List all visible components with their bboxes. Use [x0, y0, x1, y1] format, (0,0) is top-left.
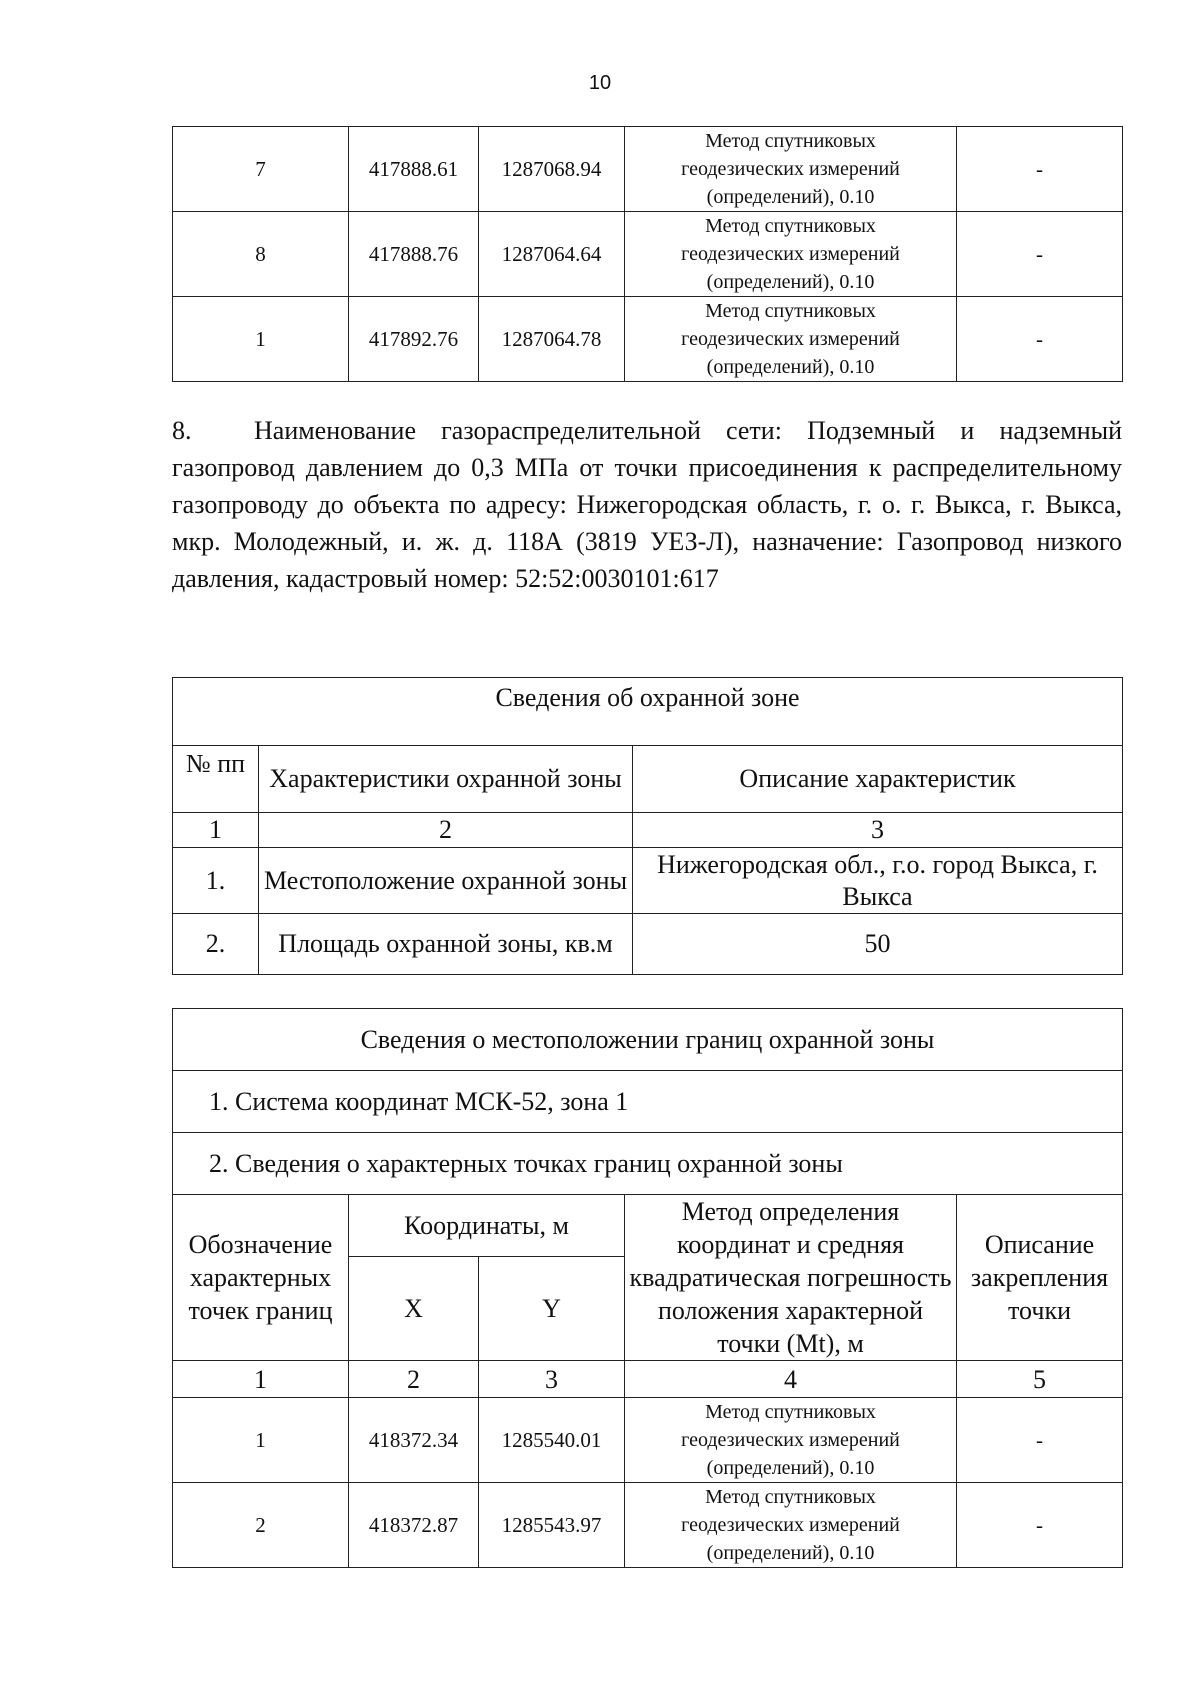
page-number: 10	[588, 72, 612, 94]
zone-boundaries-table	[172, 1008, 1123, 1568]
method-line: Метод спутниковых	[705, 130, 876, 152]
method-line: геодезических измерений	[681, 328, 900, 350]
protected-zone-table	[172, 677, 1123, 975]
method-cell	[625, 127, 957, 212]
method-line: (определений), 0.10	[706, 1542, 875, 1564]
method-line: (определений), 0.10	[706, 271, 875, 293]
point-designation: 1	[173, 297, 349, 382]
fixing-description: -	[957, 127, 1123, 212]
row-number: 2.	[173, 914, 259, 975]
zone-table-title: Сведения об охранной зоне	[173, 678, 1123, 746]
coord-y: 1285540.01	[479, 1398, 625, 1483]
point-designation: 7	[173, 127, 349, 212]
index-cell: 4	[625, 1361, 957, 1398]
coord-x: 417888.76	[349, 212, 479, 297]
table-row	[173, 914, 1123, 975]
table-row	[173, 1483, 1123, 1568]
index-cell: 3	[633, 813, 1123, 848]
method-line: геодезических измерений	[681, 1514, 900, 1536]
index-cell: 2	[349, 1361, 479, 1398]
table-row	[173, 212, 1123, 297]
section-paragraph	[172, 412, 1122, 597]
method-cell	[625, 212, 957, 297]
method-line: Метод спутниковых	[705, 215, 876, 237]
method-line: Метод спутниковых	[705, 1486, 876, 1508]
point-designation: 2	[173, 1483, 349, 1568]
point-designation: 1	[173, 1398, 349, 1483]
index-cell: 5	[957, 1361, 1123, 1398]
index-cell: 1	[173, 1361, 349, 1398]
row-number: 1.	[173, 848, 259, 914]
method-line: Метод спутниковых	[705, 300, 876, 322]
characteristic-value: Нижегородская обл., г.о. город Выкса, г. Выкса	[633, 848, 1123, 914]
coord-y: 1285543.97	[479, 1483, 625, 1568]
method-line: (определений), 0.10	[706, 356, 875, 378]
fixing-description: -	[957, 1483, 1123, 1568]
points-section-title: 2. Сведения о характерных точках границ охранной зоны	[173, 1133, 1123, 1195]
header-designation: Обозначение характерных точек границ	[173, 1195, 349, 1361]
characteristic-name: Площадь охранной зоны, кв.м	[259, 914, 633, 975]
header-y: Y	[479, 1257, 625, 1361]
method-line: Метод спутниковых	[705, 1401, 876, 1423]
header-method: Метод определения координат и средняя квадратическая погрешность положения характерной точки (Mt), м	[625, 1195, 957, 1361]
index-cell: 3	[479, 1361, 625, 1398]
table-row	[173, 848, 1123, 914]
coord-x: 418372.34	[349, 1398, 479, 1483]
coord-x: 418372.87	[349, 1483, 479, 1568]
coordinates-table-continuation	[172, 126, 1123, 382]
coord-y: 1287068.94	[479, 127, 625, 212]
table-row	[173, 297, 1123, 382]
fixing-description: -	[957, 1398, 1123, 1483]
index-cell: 1	[173, 813, 259, 848]
header-x: X	[349, 1257, 479, 1361]
header-number: № пп	[173, 746, 259, 813]
header-coordinates: Координаты, м	[349, 1195, 625, 1257]
coord-x: 417892.76	[349, 297, 479, 382]
table-row	[173, 127, 1123, 212]
coord-x: 417888.61	[349, 127, 479, 212]
method-line: геодезических измерений	[681, 243, 900, 265]
fixing-description: -	[957, 297, 1123, 382]
method-line: геодезических измерений	[681, 1429, 900, 1451]
characteristic-value: 50	[633, 914, 1123, 975]
method-cell	[625, 297, 957, 382]
section-number: 8.	[172, 416, 192, 445]
fixing-description: -	[957, 212, 1123, 297]
method-line: геодезических измерений	[681, 158, 900, 180]
header-characteristics: Характеристики охранной зоны	[259, 746, 633, 813]
point-designation: 8	[173, 212, 349, 297]
coord-y: 1287064.64	[479, 212, 625, 297]
method-line: (определений), 0.10	[706, 1457, 875, 1479]
coordinate-system: 1. Система координат МСК-52, зона 1	[173, 1071, 1123, 1133]
characteristic-name: Местоположение охранной зоны	[259, 848, 633, 914]
table-row	[173, 1398, 1123, 1483]
header-description: Описание характеристик	[633, 746, 1123, 813]
index-cell: 2	[259, 813, 633, 848]
header-fixing: Описание закрепления точки	[957, 1195, 1123, 1361]
coord-y: 1287064.78	[479, 297, 625, 382]
section-text: Наименование газораспределительной сети: Подземный и надземный газопровод давлением до 0,3 МПа от точки присоединения к распределительному газопроводу до объекта по адресу: Нижегородская область, г. о. г. Выкса, г. Выкса, мкр. Молодежный, и. ж. д. 118А (3819 УЕЗ-Л), назначение: Газопровод низкого давления, кадастровый номер: 52:52:0030101:617	[172, 416, 1122, 593]
method-cell	[625, 1398, 957, 1483]
method-line: (определений), 0.10	[706, 186, 875, 208]
bounds-table-title: Сведения о местоположении границ охранной зоны	[173, 1009, 1123, 1071]
method-cell	[625, 1483, 957, 1568]
